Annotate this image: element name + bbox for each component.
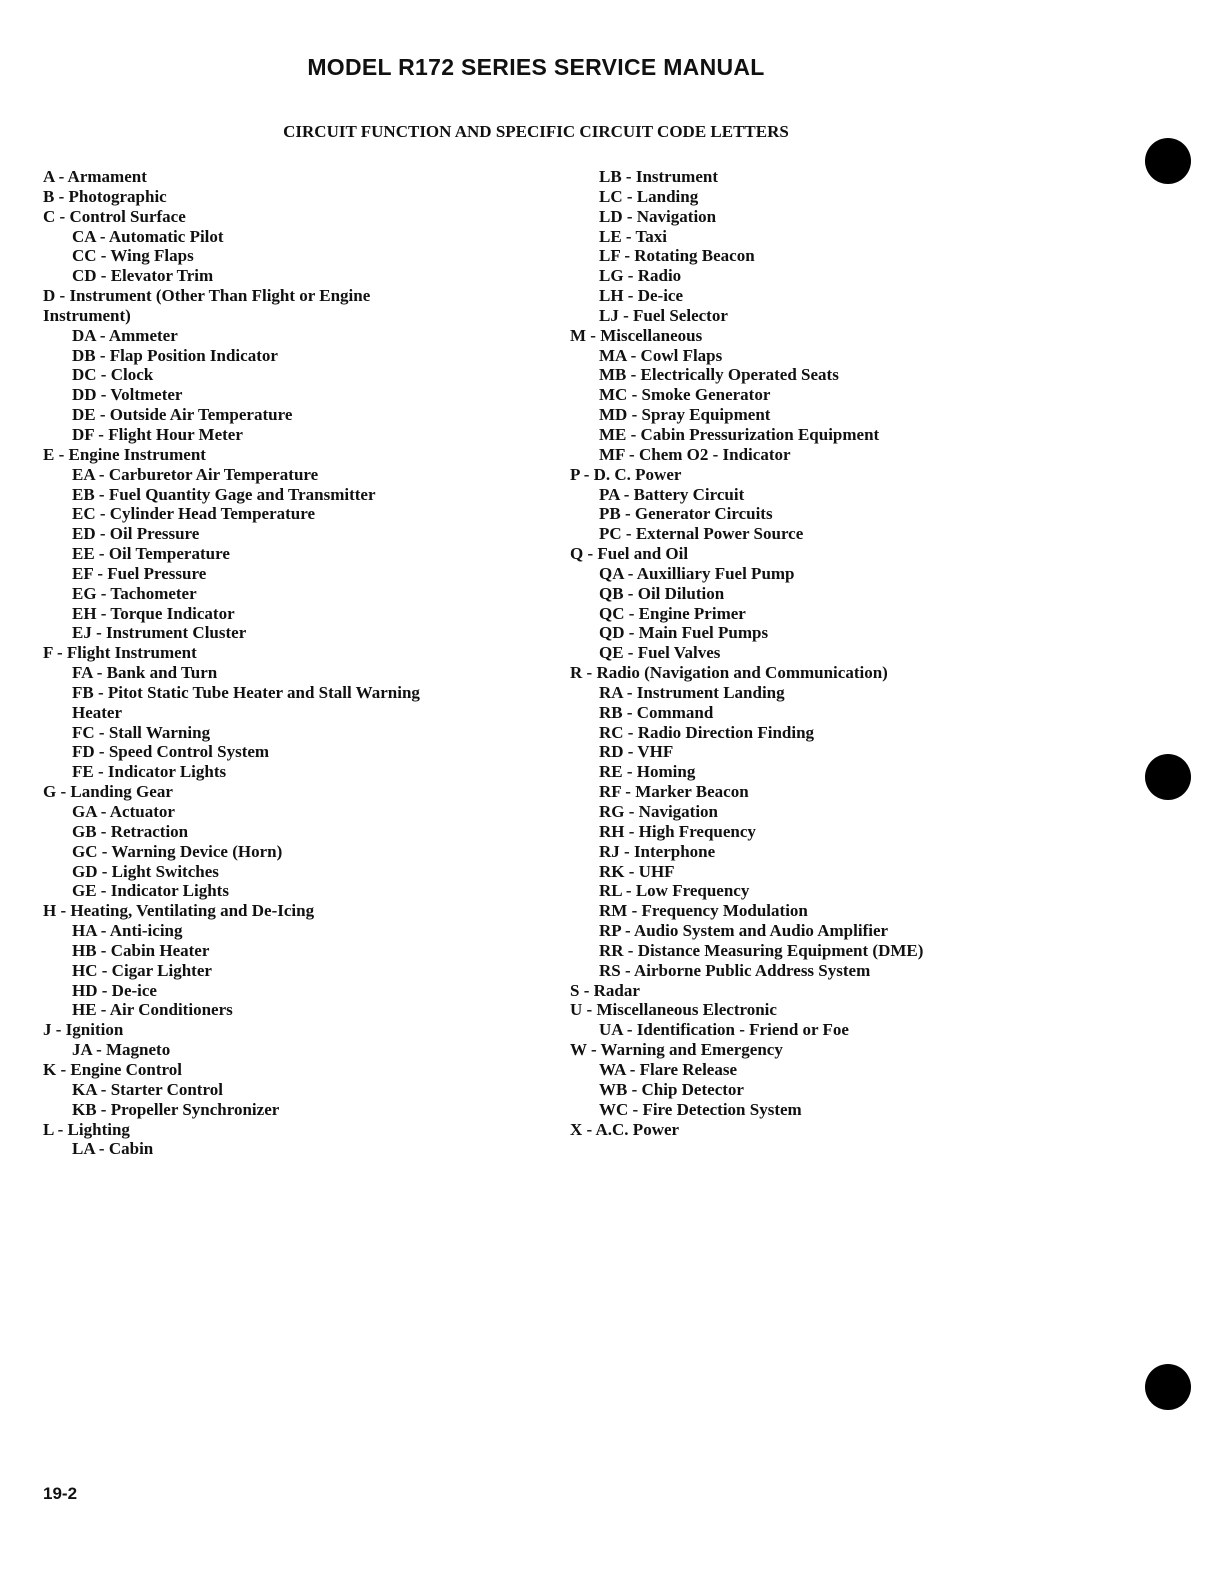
code-entry: D - Instrument (Other Than Flight or Engine: [43, 286, 371, 306]
code-entry: EF - Fuel Pressure: [72, 563, 207, 583]
code-entry: LB - Instrument: [599, 167, 719, 186]
code-entry: LJ - Fuel Selector: [599, 305, 728, 325]
code-entry: LH - De-ice: [599, 286, 684, 306]
code-entry: RP - Audio System and Audio Amplifier: [599, 921, 889, 941]
code-entry: HA - Anti-icing: [72, 921, 183, 941]
code-entry: PB - Generator Circuits: [599, 504, 773, 524]
code-entry: S - Radar: [570, 980, 640, 1000]
code-entry: CD - Elevator Trim: [72, 266, 214, 286]
code-entry: PC - External Power Source: [599, 524, 804, 544]
code-entry: EC - Cylinder Head Temperature: [72, 504, 316, 524]
code-entry: KB - Propeller Synchronizer: [72, 1099, 280, 1119]
code-entry: EB - Fuel Quantity Gage and Transmitter: [72, 484, 376, 504]
code-entry: PA - Battery Circuit: [599, 484, 745, 504]
code-entry: DF - Flight Hour Meter: [72, 424, 243, 444]
code-entry: H - Heating, Ventilating and De-Icing: [43, 901, 315, 921]
code-entry: KA - Starter Control: [72, 1079, 223, 1099]
code-entry: MB - Electrically Operated Seats: [599, 365, 839, 385]
code-entry: GA - Actuator: [72, 802, 175, 821]
code-entry: RD - VHF: [599, 742, 674, 762]
code-entry: RM - Frequency Modulation: [599, 901, 808, 921]
code-entry: E - Engine Instrument: [43, 444, 206, 464]
code-entry: M - Miscellaneous: [570, 325, 703, 345]
code-entry: HD - De-ice: [72, 980, 157, 1000]
code-entry: RA - Instrument Landing: [599, 682, 785, 702]
code-entry: RL - Low Frequency: [599, 881, 750, 901]
code-entry: LC - Landing: [599, 186, 699, 206]
code-entry: FA - Bank and Turn: [72, 663, 218, 683]
code-entry: JA - Magneto: [72, 1040, 171, 1060]
code-entry: UA - Identification - Friend or Foe: [599, 1020, 849, 1040]
code-entry: WC - Fire Detection System: [599, 1099, 802, 1119]
code-entry: Instrument): [43, 305, 131, 325]
code-entry: RR - Distance Measuring Equipment (DME): [599, 940, 924, 960]
code-entry: X - A.C. Power: [570, 1119, 680, 1139]
right-code-list: [570, 167, 1010, 1139]
code-entry: FD - Speed Control System: [72, 742, 270, 762]
punch-hole-icon: [1145, 754, 1191, 800]
code-entry: LG - Radio: [599, 266, 682, 286]
code-entry: RF - Marker Beacon: [599, 782, 749, 802]
code-entry: U - Miscellaneous Electronic: [570, 1000, 777, 1020]
code-entry: LE - Taxi: [599, 226, 668, 246]
code-entry: CC - Wing Flaps: [72, 246, 194, 266]
page-header-title: MODEL R172 SERIES SERVICE MANUAL: [307, 54, 765, 80]
left-code-list: [43, 167, 543, 1159]
code-entry: EG - Tachometer: [72, 583, 197, 603]
code-entry: F - Flight Instrument: [43, 643, 197, 663]
code-entry: QA - Auxilliary Fuel Pump: [599, 563, 795, 583]
code-entry: EE - Oil Temperature: [72, 544, 230, 564]
code-entry: GB - Retraction: [72, 821, 189, 841]
code-entry: MF - Chem O2 - Indicator: [599, 444, 791, 464]
code-entry: RS - Airborne Public Address System: [599, 960, 871, 980]
code-entry: Heater: [72, 702, 123, 722]
code-entry: LA - Cabin: [72, 1139, 154, 1159]
code-entry: GE - Indicator Lights: [72, 881, 229, 901]
code-entry: RB - Command: [599, 702, 714, 722]
code-entry: GD - Light Switches: [72, 861, 219, 881]
punch-hole-icon: [1145, 1364, 1191, 1410]
code-entry: R - Radio (Navigation and Communication): [570, 663, 888, 683]
code-entry: HE - Air Conditioners: [72, 1000, 233, 1020]
code-entry: DD - Voltmeter: [72, 385, 183, 405]
code-entry: MA - Cowl Flaps: [599, 345, 723, 365]
code-entry: RC - Radio Direction Finding: [599, 722, 815, 742]
code-entry: J - Ignition: [43, 1020, 124, 1040]
code-entry: HC - Cigar Lighter: [72, 960, 212, 980]
code-entry: EA - Carburetor Air Temperature: [72, 464, 319, 484]
code-entry: EH - Torque Indicator: [72, 603, 235, 623]
code-entry: Q - Fuel and Oil: [570, 544, 689, 564]
code-entry: DC - Clock: [72, 365, 154, 385]
code-entry: CA - Automatic Pilot: [72, 226, 224, 246]
code-entry: WA - Flare Release: [599, 1059, 738, 1079]
code-entry: WB - Chip Detector: [599, 1079, 744, 1099]
code-entry: P - D. C. Power: [570, 464, 682, 484]
punch-hole-icon: [1145, 138, 1191, 184]
code-entry: L - Lighting: [43, 1119, 130, 1139]
code-entry: MC - Smoke Generator: [599, 385, 771, 405]
code-entry: RJ - Interphone: [599, 841, 716, 861]
code-entry: DB - Flap Position Indicator: [72, 345, 278, 365]
code-entry: FC - Stall Warning: [72, 722, 211, 742]
code-entry: DA - Ammeter: [72, 325, 178, 345]
code-entry: RE - Homing: [599, 762, 696, 782]
code-entry: QD - Main Fuel Pumps: [599, 623, 769, 643]
code-entry: RK - UHF: [599, 861, 675, 881]
code-entry: ME - Cabin Pressurization Equipment: [599, 424, 880, 444]
code-entry: EJ - Instrument Cluster: [72, 623, 247, 643]
code-entry: K - Engine Control: [43, 1059, 183, 1079]
code-entry: A - Armament: [43, 167, 147, 186]
code-entry: QC - Engine Primer: [599, 603, 746, 623]
code-entry: ED - Oil Pressure: [72, 524, 200, 544]
code-entry: HB - Cabin Heater: [72, 940, 210, 960]
code-entry: C - Control Surface: [43, 206, 186, 226]
code-entry: QB - Oil Dilution: [599, 583, 725, 603]
code-entry: LD - Navigation: [599, 206, 717, 226]
section-title: CIRCUIT FUNCTION AND SPECIFIC CIRCUIT CODE LETTERS: [283, 122, 789, 141]
code-entry: W - Warning and Emergency: [570, 1040, 783, 1060]
code-entry: LF - Rotating Beacon: [599, 246, 755, 266]
page-number: 19-2: [43, 1484, 78, 1503]
code-entry: FE - Indicator Lights: [72, 762, 227, 782]
code-entry: G - Landing Gear: [43, 782, 173, 802]
code-entry: QE - Fuel Valves: [599, 643, 721, 663]
code-entry: MD - Spray Equipment: [599, 405, 771, 425]
code-entry: B - Photographic: [43, 186, 167, 206]
code-entry: RH - High Frequency: [599, 821, 756, 841]
code-entry: DE - Outside Air Temperature: [72, 405, 293, 425]
code-entry: RG - Navigation: [599, 802, 718, 821]
code-entry: GC - Warning Device (Horn): [72, 841, 283, 861]
code-entry: FB - Pitot Static Tube Heater and Stall Warning: [72, 682, 420, 702]
